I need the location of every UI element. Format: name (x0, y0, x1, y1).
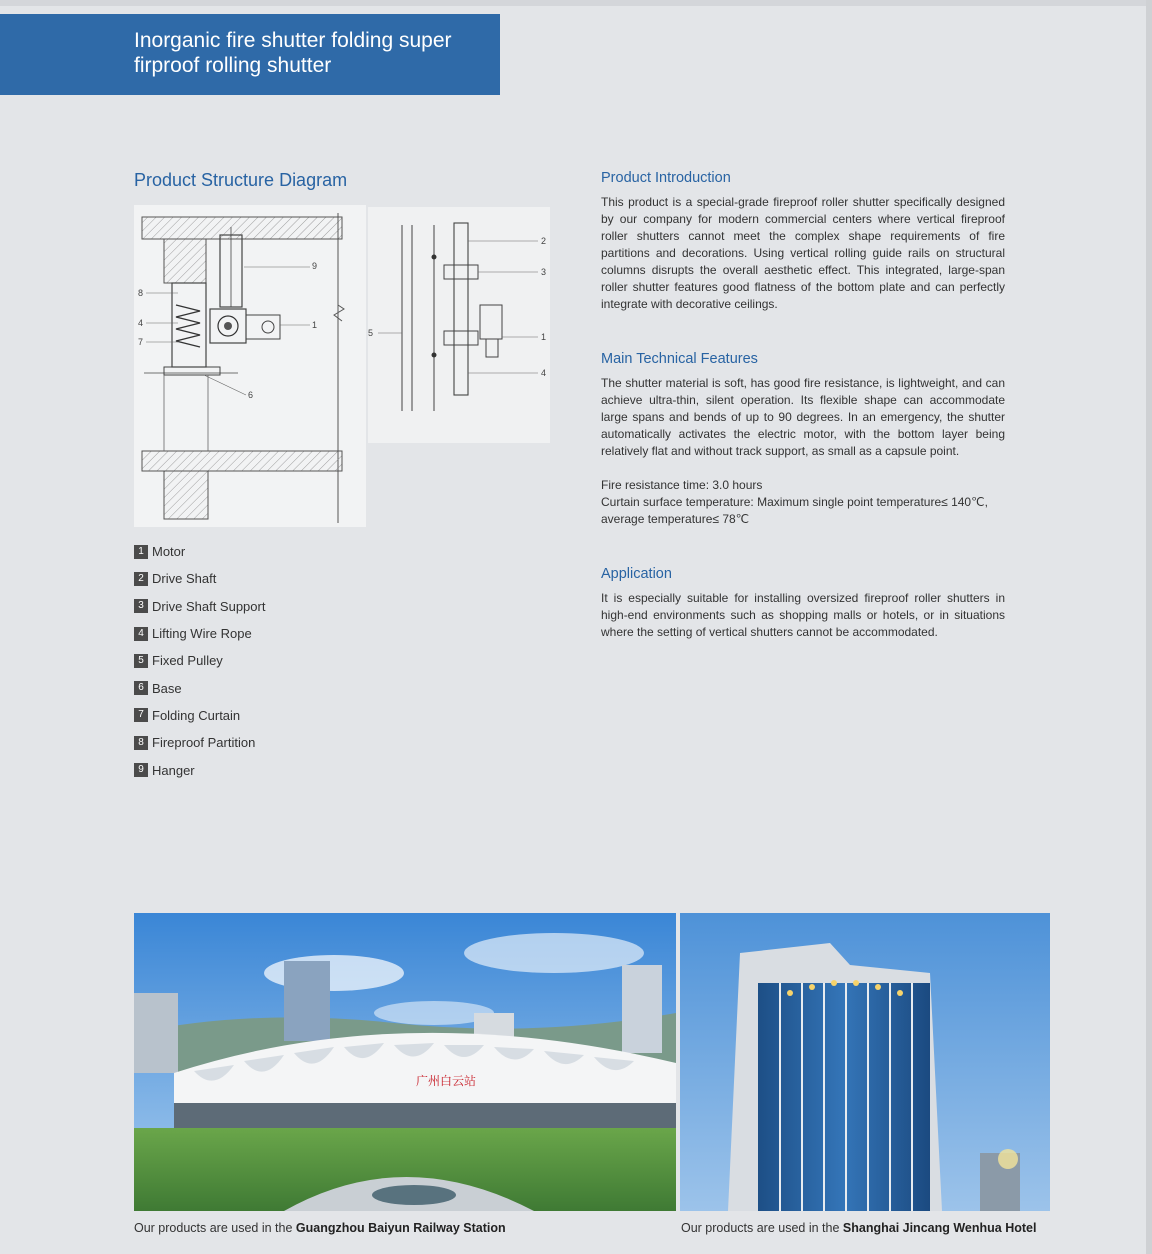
legend-item (134, 538, 265, 565)
top-rule (0, 0, 1152, 6)
legend-number: 1 (134, 545, 148, 559)
structure-legend (134, 538, 265, 784)
caption-prefix: Our products are used in the (134, 1221, 296, 1235)
introduction-heading: Product Introduction (601, 170, 731, 186)
legend-number: 7 (134, 708, 148, 722)
title-banner (0, 14, 500, 95)
caption-location: Shanghai Jincang Wenhua Hotel (842, 1221, 1037, 1235)
legend-item (134, 756, 265, 783)
legend-label: Drive Shaft Support (152, 598, 266, 614)
caption-prefix: Our products are used in the (681, 1221, 843, 1235)
legend-item (134, 593, 265, 620)
callout-right-3: 3 (541, 267, 547, 277)
callout-left-6: 6 (248, 390, 254, 400)
callout-left-1: 1 (312, 320, 318, 330)
callout-right-4: 4 (541, 368, 547, 378)
page-edge (1146, 0, 1152, 1254)
legend-item (134, 674, 265, 701)
callout-left-9: 9 (312, 261, 318, 271)
application-heading: Application (601, 566, 672, 582)
callout-right-1: 1 (541, 332, 547, 342)
railway-station-photo (134, 913, 676, 1211)
page-title: Inorganic fire shutter folding super firproof rolling shutter (134, 29, 452, 77)
callout-left-4: 4 (138, 318, 144, 328)
callout-left-8: 8 (138, 288, 144, 298)
legend-number: 3 (134, 599, 148, 613)
legend-number: 4 (134, 627, 148, 641)
structure-diagram (134, 205, 554, 527)
legend-label: Folding Curtain (152, 707, 241, 723)
legend-label: Drive Shaft (152, 571, 217, 587)
caption-location: Guangzhou Baiyun Railway Station (295, 1221, 506, 1235)
legend-number: 9 (134, 763, 148, 777)
legend-label: Lifting Wire Rope (152, 626, 252, 642)
callout-left-7: 7 (138, 337, 144, 347)
legend-label: Base (152, 680, 182, 696)
legend-number: 6 (134, 681, 148, 695)
photo-caption-2 (681, 1221, 1036, 1235)
application-text: It is especially suitable for installing oversized fireproof roller shutters in high-end environments such as shopping malls or hotels, or in situations where the setting of vertical shutters cannot be accommodated. (601, 591, 1005, 639)
legend-label: Fireproof Partition (152, 735, 256, 751)
photo-caption-1 (134, 1221, 506, 1235)
legend-label: Fixed Pulley (152, 653, 223, 669)
callout-right-5: 5 (368, 328, 374, 338)
legend-item (134, 620, 265, 647)
legend-label: Hanger (152, 762, 195, 778)
temperature-text: Curtain surface temperature: Maximum single point temperature≤ 140℃, average temperature≤ 78℃ (601, 495, 988, 526)
hotel-photo (680, 913, 1050, 1211)
station-sign: 广州白云站 (416, 1074, 477, 1088)
features-text: The shutter material is soft, has good fire resistance, is lightweight, and can achieve ultra-thin, silent operation. Its flexible shape can accommodate large spans and bends of up to 90 degrees. In an emergency, the shutter automatically activates the electric motor, with the bottom layer being relatively flat and without track support, as small as a capsule point. (601, 376, 1005, 458)
callout-right-2: 2 (541, 236, 547, 246)
legend-number: 5 (134, 654, 148, 668)
features-heading: Main Technical Features (601, 351, 758, 367)
legend-item (134, 647, 265, 674)
legend-item (134, 729, 265, 756)
introduction-text: This product is a special-grade fireproof roller shutter specifically designed by our company for modern commercial centers where vertical fireproof roller shutters cannot meet the complex shape requirements of fire partitions and decorations. Using vertical rolling guide rails on structural columns disrupts the overall aesthetic effect. This integrated, large-span roller shutter features good flatness of the bottom plate and can perfectly integrate with decorative ceilings. (601, 195, 1005, 311)
fire-resistance-text: Fire resistance time: 3.0 hours (601, 478, 763, 492)
structure-diagram-title: Product Structure Diagram (134, 170, 348, 190)
legend-item (134, 702, 265, 729)
legend-number: 8 (134, 736, 148, 750)
legend-number: 2 (134, 572, 148, 586)
legend-item (134, 565, 265, 592)
legend-label: Motor (152, 544, 186, 560)
